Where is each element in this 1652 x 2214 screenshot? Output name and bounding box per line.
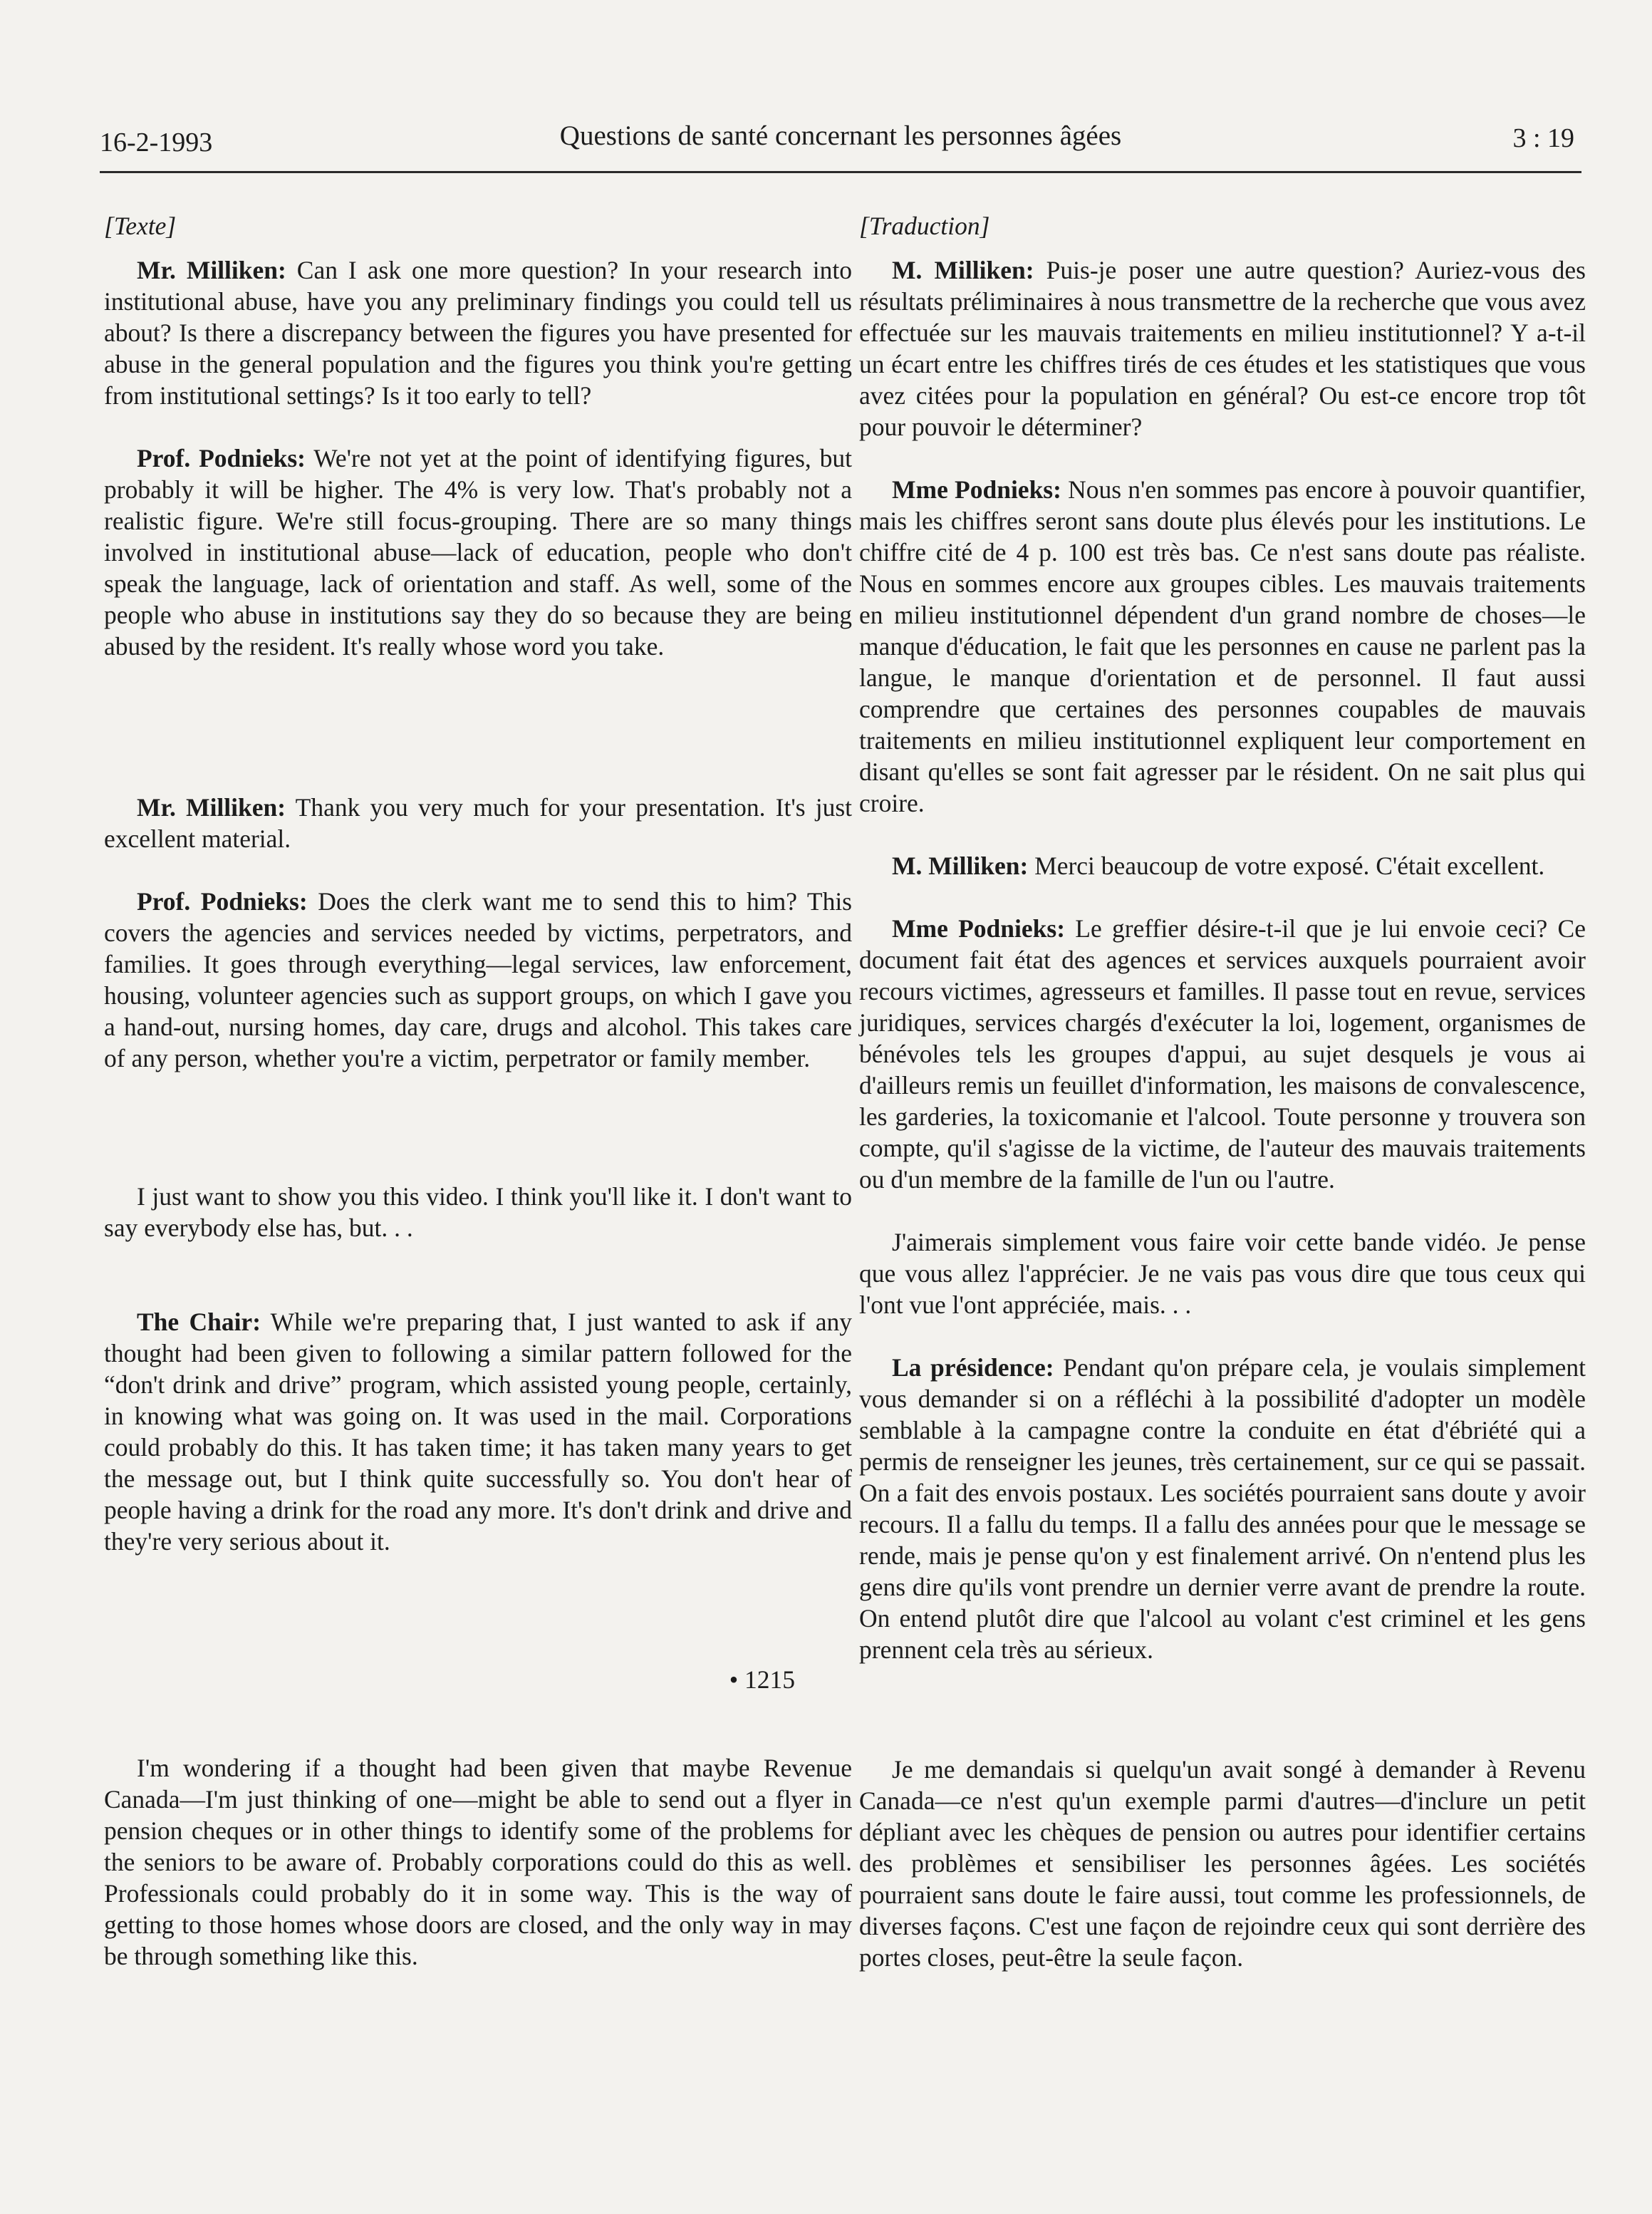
- paragraph-text: I just want to show you this video. I think you'll like it. I don't want to say everybody else has, but. . .: [104, 1182, 852, 1242]
- paragraph-text: Nous n'en sommes pas encore à pouvoir quantifier, mais les chiffres seront sans doute plus élevés pour les institutions. Le chiffre cité de 4 p. 100 est très bas. Ce n'est sans doute pas réaliste. Nous en sommes encore aux groupes cibles. Les mauvais traitements en milieu institutionnel dépendent d'un grand nombre de choses—le manque d'éducation, le fait que les personnes en cause ne parlent pas la langue, le manque d'orientation et de personnel. Il faut aussi comprendre que certaines des personnes coupables de mauvais traitements en milieu institutionnel expliquent leur comportement en disant qu'elles se sont fait agresser par le résident. On ne sait plus qui croire.: [859, 475, 1586, 817]
- speaker: Prof. Podnieks:: [137, 887, 308, 916]
- paragraph-text: Thank you very much for your presentation. It's just excellent material.: [104, 793, 852, 853]
- speaker: Mme Podnieks:: [892, 914, 1066, 943]
- column-label: [Traduction]: [859, 212, 990, 240]
- header-title: Questions de santé concernant les personnes âgées: [559, 120, 1122, 151]
- paragraph-text: We're not yet at the point of identifying figures, but probably it will be higher. The 4% is very low. That's probably not a realistic figure. We're still focus-grouping. There are so many things involved in institutional abuse—lack of education, people who don't speak the language, lack of orientation and staff. As well, some of the people who abuse in institutions say they do so because they are being abused by the resident. It's really whose word you take.: [104, 444, 853, 661]
- paragraph-text: Je me demandais si quelqu'un avait songé à demander à Revenu Canada—ce n'est qu'un exemple parmi d'autres—d'inclure un petit dépliant avec les chèques de pension ou autres pour identifier certains des problèmes et sensibiliser les personnes âgées. Les sociétés pourraient sans doute le faire aussi, tout comme les professionnels, de diverses façons. C'est une façon de rejoindre ceux qui sont derrière des portes closes, peut-être la seule façon.: [859, 1755, 1586, 1972]
- paragraph: [104, 792, 852, 854]
- right-column: [859, 210, 1586, 1973]
- paragraph: [104, 1181, 852, 1243]
- paragraph: [859, 1226, 1586, 1320]
- paragraph-text: Pendant qu'on prépare cela, je voulais simplement vous demander si on a réfléchi à la possibilité d'adopter un modèle semblable à la campagne contre la conduite en état d'ébriété qui a permis de renseigner les jeunes, très certainement, sur ce qui se passait. On a fait des envois postaux. Les sociétés pourraient sans doute y avoir recours. Il a fallu du temps. Il a fallu des années pour que le message se rende, mais je pense qu'on y est finalement arrivé. On n'entend plus les gens dire qu'ils vont prendre un dernier verre avant de prendre la route. On entend plutôt dire que l'alcool au volant c'est criminel et les gens prennent cela très au sérieux.: [859, 1353, 1586, 1664]
- paragraph: [859, 474, 1586, 819]
- speaker: Mme Podnieks:: [892, 475, 1061, 504]
- time-marker: • 1215: [729, 1665, 795, 1694]
- left-column: [104, 210, 852, 1972]
- speaker: La présidence:: [892, 1353, 1054, 1382]
- speaker: M. Milliken:: [892, 852, 1029, 880]
- speaker: Mr. Milliken:: [137, 256, 286, 284]
- paragraph: [859, 1754, 1586, 1973]
- paragraph: [859, 850, 1586, 881]
- paragraph-text: Does the clerk want me to send this to him? This covers the agencies and services needed by victims, perpetrators, and families. It goes through everything—legal services, law enforcement, housing, volunteer agencies such as support groups, on which I gave you a hand-out, nursing homes, day care, drugs and alcohol. This takes care of any person, whether you're a victim, perpetrator or family member.: [104, 887, 852, 1072]
- paragraph-text: I'm wondering if a thought had been given that maybe Revenue Canada—I'm just thinking of one—might be able to send out a flyer in pension cheques or in other things to identify some of the problems for the seniors to be aware of. Probably corporations could do this as well. Professionals could probably do it in some way. This is the way of getting to those homes whose doors are closed, and the only way in may be through something like this.: [104, 1754, 852, 1970]
- page-header: [100, 114, 1581, 173]
- paragraph: [104, 254, 852, 411]
- paragraph: [104, 886, 852, 1074]
- paragraph-text: Le greffier désire-t-il que je lui envoie ceci? Ce document fait état des agences et services auxquels pourraient avoir recours victimes, agresseurs et familles. Il passe tout en revue, services juridiques, services chargés d'exécuter la loi, logement, organismes de bénévoles tels les groupes d'appui, au sujet desquels je vous ai d'ailleurs remis un feuillet d'information, les maisons de convalescence, les garderies, la toxicomanie et l'alcool. Toute personne y trouvera son compte, qu'il s'agisse de la victime, de l'auteur des mauvais traitements ou d'un membre de la famille de l'un ou l'autre.: [859, 914, 1586, 1194]
- paragraph-text: Can I ask one more question? In your research into institutional abuse, have you any preliminary findings you could tell us about? Is there a discrepancy between the figures you have presented for abuse in the general population and the figures you think you're getting from institutional settings? Is it too early to tell?: [104, 256, 853, 410]
- paragraph: [859, 254, 1586, 443]
- paragraph-text: Merci beaucoup de votre exposé. C'était excellent.: [1028, 852, 1545, 880]
- header-page-number: 3 : 19: [1512, 123, 1574, 153]
- paragraph-text: While we're preparing that, I just wanted to ask if any thought had been given to following a similar pattern followed for the “don't drink and drive” program, which assisted young people, certainly, in knowing what was going on. It was used in the mail. Corporations could probably do this. It has taken time; it has taken many years to get the message out, but I think quite successfully so. You don't hear of people having a drink for the road any more. It's don't drink and drive and they're very serious about it.: [104, 1308, 852, 1556]
- paragraph: [859, 1352, 1586, 1665]
- paragraph: [104, 1306, 852, 1557]
- paragraph: [104, 443, 852, 662]
- speaker: The Chair:: [137, 1308, 261, 1336]
- paragraph: [104, 1752, 852, 1972]
- speaker: M. Milliken:: [892, 256, 1034, 284]
- header-date: 16-2-1993: [100, 128, 213, 157]
- speaker: Mr. Milliken:: [137, 793, 286, 822]
- paragraph: [859, 913, 1586, 1195]
- paragraph-text: J'aimerais simplement vous faire voir cette bande vidéo. Je pense que vous allez l'apprécier. Je ne vais pas vous dire que tous ceux qui l'ont vue l'ont appréciée, mais. . .: [859, 1228, 1586, 1319]
- speaker: Prof. Podnieks:: [137, 444, 306, 472]
- paragraph-text: Puis-je poser une autre question? Auriez-vous des résultats préliminaires à nous transmettre de la recherche que vous avez effectuée sur les mauvais traitements en milieu institutionnel? Y a-t-il un écart entre les chiffres tirés de ces études et les statistiques que vous avez citées pour la population en général? Ou est-ce encore trop tôt pour pouvoir le déterminer?: [859, 256, 1586, 441]
- column-label: [Texte]: [104, 212, 177, 240]
